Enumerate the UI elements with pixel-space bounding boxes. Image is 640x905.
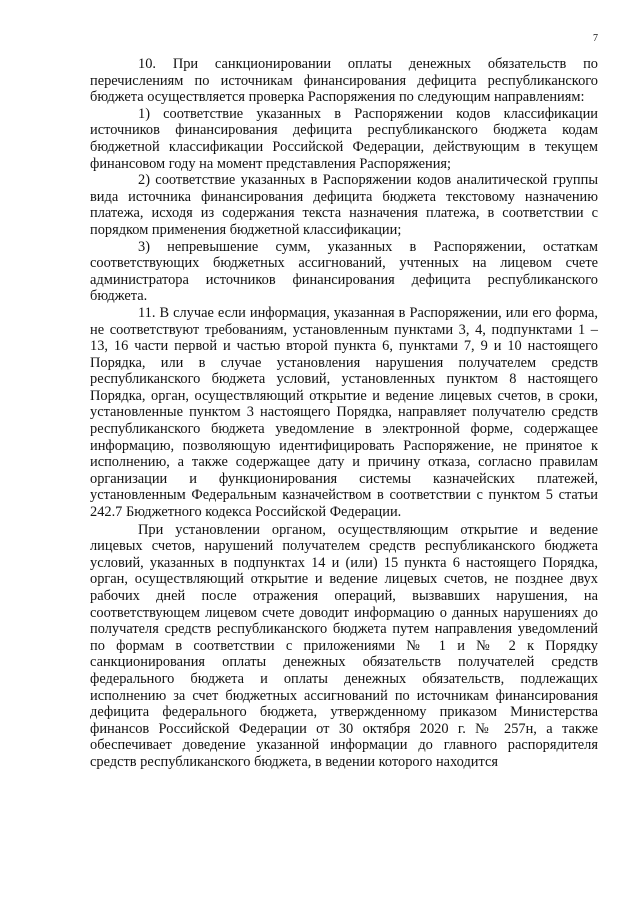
paragraph-subitem-1: 1) соответствие указанных в Распоряжении кодов классификации источников финансирования дефицита республиканского бюджета кодам бюджетной классификации Российской Федерации, действующим в текущем финансовом году на момент представления Распоряжения; bbox=[90, 105, 598, 172]
paragraph-subitem-2: 2) соответствие указанных в Распоряжении кодов аналитической группы вида источника финансирования дефицита бюджета текстовому назначению платежа, исходя из содержания текста назначения платежа, в соответствии с порядком применения бюджетной классификации; bbox=[90, 172, 598, 238]
page-number: 7 bbox=[593, 33, 598, 44]
paragraph-subitem-3: 3) непревышение сумм, указанных в Распоряжении, остаткам соответствующих бюджетных ассигнований, учтенных на лицевом счете администратора источников финансирования дефицита республиканского бюджета. bbox=[90, 238, 598, 305]
paragraph-item-11: 11. В случае если информация, указанная в Распоряжении, или его форма, не соответствуют требованиям, установленным пунктами 3, 4, подпунктами 1 – 13, 16 части первой и частью второй пункта 6, пунктами 7, 9 и 10 настоящего Порядка, или в случае установления нарушения получателем средств республиканского бюджета условий, установленных пунктом 8 настоящего Порядка, орган, осуществляющий открытие и ведение лицевых счетов, в сроки, установленные пунктом 3 настоящего Порядка, направляет получателю средств республиканского бюджета уведомление в электронной форме, содержащее информацию, позволяющую идентифицировать Распоряжение, не принятое к исполнению, а также содержащее дату и причину отказа, согласно правилам организации и функционирования системы казначейских платежей, установленным Федеральным казначейством в соответствии с пунктом 5 статьи 242.7 Бюджетного кодекса Российской Федерации. bbox=[90, 304, 598, 521]
document-body bbox=[90, 56, 598, 771]
paragraph-violations: При установлении органом, осуществляющим открытие и ведение лицевых счетов, нарушений получателем средств республиканского бюджета условий, указанных в подпунктах 14 и (или) 15 пункта 6 настоящего Порядка, орган, осуществляющий открытие и ведение лицевых счетов, не позднее двух рабочих дней после отражения операций, вызвавших нарушения, на соответствующем лицевом счете доводит информацию о данных нарушениях до получателя средств республиканского бюджета путем направления уведомлений по формам в соответствии с приложениями № 1 и № 2 к Порядку санкционирования оплаты денежных обязательств получателей средств федерального бюджета и оплаты денежных обязательств, подлежащих исполнению за счет бюджетных ассигнований по источникам финансирования дефицита федерального бюджета, утвержденному приказом Министерства финансов Российской Федерации от 30 октября 2020 г. № 257н, а также обеспечивает доведение указанной информации до главного распорядителя средств республиканского бюджета, в ведении которого находится bbox=[90, 521, 598, 770]
paragraph-item-10: 10. При санкционировании оплаты денежных обязательств по перечислениям по источникам финансирования дефицита республиканского бюджета осуществляется проверка Распоряжения по следующим направлениям: bbox=[90, 56, 598, 106]
